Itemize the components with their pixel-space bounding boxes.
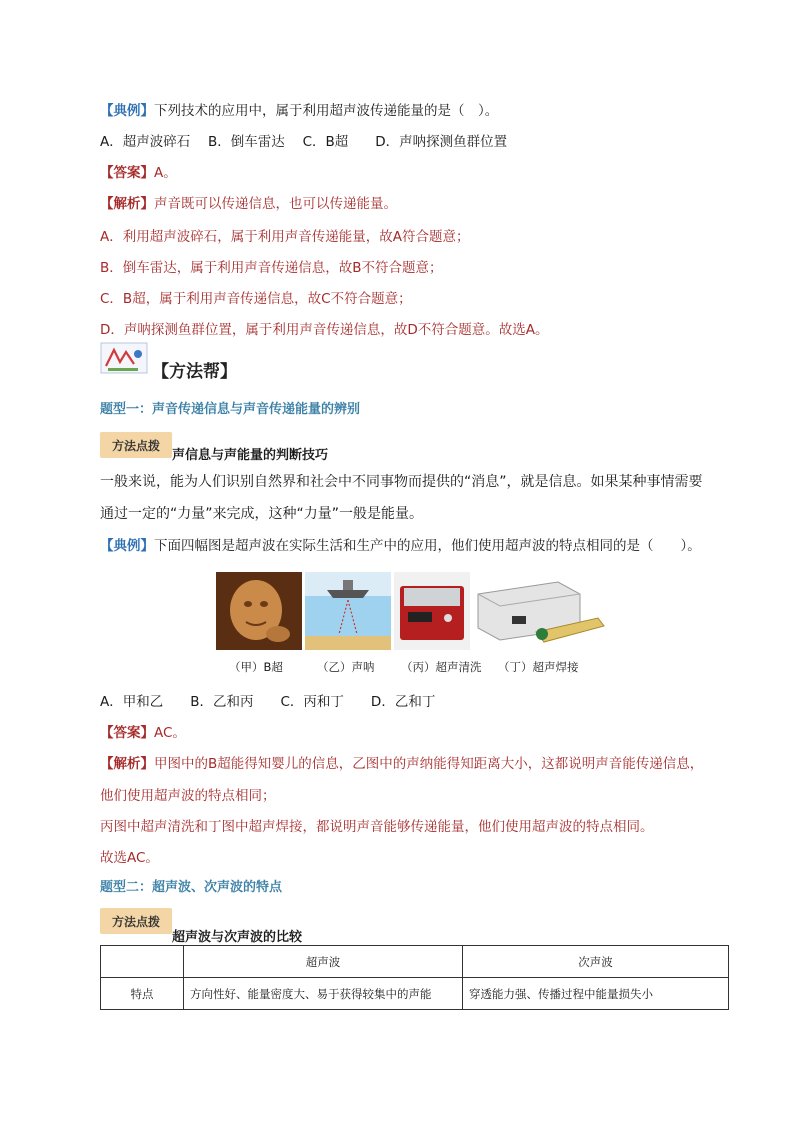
- answer-tag: 【答案】: [100, 165, 154, 181]
- table-header-cell: [101, 946, 184, 978]
- example1-answer: 【答案】A。: [100, 165, 177, 181]
- analysis-line-c: C．B超，属于利用声音传递信息，故C不符合题意；: [100, 291, 412, 307]
- example2-analysis-2: 他们使用超声波的特点相同；: [100, 788, 276, 804]
- caption-yi: （乙）声呐: [317, 660, 375, 674]
- analysis-line-a: A．利用超声波碎石，属于利用声音传递能量，故A符合题意；: [100, 229, 470, 245]
- table-header-infrasonic: 次声波: [463, 946, 729, 978]
- sonar-ship-image: [305, 572, 391, 650]
- comparison-table: [100, 945, 729, 1010]
- example1-question: 【典例】下列技术的应用中，属于利用超声波传递能量的是（ ）。: [100, 103, 499, 119]
- table-header-ultrasonic: 超声波: [184, 946, 463, 978]
- type1-paragraph-1: 一般来说，能为人们识别自然界和社会中不同事物而提供的“消息”，就是信息。如果某种事情需要: [100, 474, 703, 490]
- analysis-tag: 【解析】: [100, 196, 154, 212]
- ultrasonic-cleaner-image: [394, 572, 470, 650]
- example2-conclusion: 故选AC。: [100, 850, 159, 866]
- type1-paragraph-2: 通过一定的“力量”来完成，这种“力量”一般是能量。: [100, 506, 424, 522]
- section-title: 【方法帮】: [152, 362, 237, 382]
- method-badge: 方法点拨: [100, 908, 172, 934]
- table-cell-infrasonic: 穿透能力强、传播过程中能量损失小: [463, 978, 729, 1010]
- method-badge: 方法点拨: [100, 432, 172, 458]
- example2-options: A．甲和乙 B．乙和丙 C．丙和丁 D．乙和丁: [100, 694, 436, 710]
- caption-ding: （丁）超声焊接: [498, 660, 579, 674]
- example1-options: A．超声波碎石 B．倒车雷达 C．B超 D．声呐探测鱼群位置: [100, 134, 508, 150]
- table-header-row: [101, 946, 729, 978]
- answer-tag: 【答案】: [100, 725, 154, 741]
- table-cell-feature: 特点: [101, 978, 184, 1010]
- table-cell-ultrasonic: 方向性好、能量密度大、易于获得较集中的声能: [184, 978, 463, 1010]
- table-row: [101, 978, 729, 1010]
- ultrasound-baby-image: [216, 572, 302, 650]
- example2-answer: 【答案】AC。: [100, 725, 186, 741]
- analysis-tag: 【解析】: [100, 756, 154, 772]
- type1-heading: 题型一：声音传递信息与声音传递能量的辨别: [100, 402, 361, 417]
- example2-analysis: 【解析】甲图中的B超能得知婴儿的信息，乙图中的声纳能得知距离大小，这都说明声音能传递信息，: [100, 756, 704, 772]
- example-tag: 【典例】: [100, 538, 154, 554]
- ultrasonic-welder-image: [472, 572, 606, 650]
- type2-heading: 题型二：超声波、次声波的特点: [100, 880, 283, 895]
- example1-analysis: 【解析】声音既可以传递信息，也可以传递能量。: [100, 196, 397, 212]
- method-title: 超声波与次声波的比较: [172, 930, 303, 945]
- analysis-line-d: D．声呐探测鱼群位置，属于利用声音传递信息，故D不符合题意。故选A。: [100, 322, 549, 338]
- example2-question: 【典例】下面四幅图是超声波在实际生活和生产中的应用，他们使用超声波的特点相同的是（ ）。: [100, 538, 701, 554]
- analysis-line-b: B．倒车雷达，属于利用声音传递信息，故B不符合题意；: [100, 260, 443, 276]
- caption-jia: （甲）B超: [229, 660, 283, 674]
- method-section-icon: [100, 342, 148, 374]
- method-title: 声信息与声能量的判断技巧: [172, 448, 329, 463]
- example-tag: 【典例】: [100, 103, 154, 119]
- caption-bing: （丙）超声清洗: [401, 660, 482, 674]
- example2-analysis-3: 丙图中超声清洗和丁图中超声焊接，都说明声音能够传递能量，他们使用超声波的特点相同。: [100, 819, 654, 835]
